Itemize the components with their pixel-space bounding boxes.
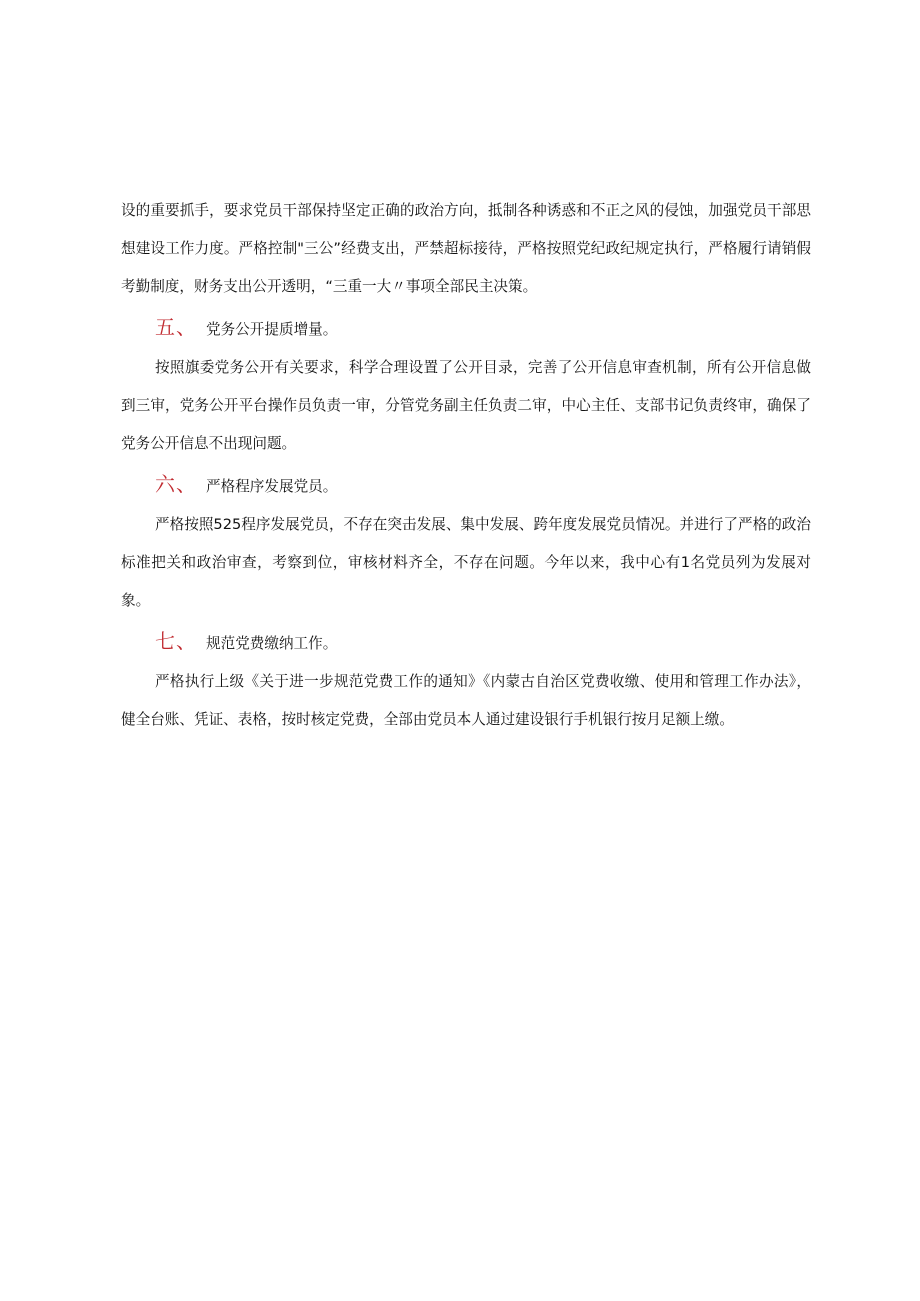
intro-paragraph: 设的重要抓手，要求党员干部保持坚定正确的政治方向，抵制各种诱惑和不正之风的侵蚀，加强党员干部思想建设工作力度。严格控制"三公”经费支出，严禁超标接待，严格按照党纪政纪规定执行，严格履行请销假考勤制度，财务支出公开透明，“三重一大〃事项全部民主决策。 <box>121 202 811 295</box>
section-heading-six <box>121 463 811 506</box>
section-number-seven: 七 <box>155 629 176 653</box>
section-heading-five <box>121 306 811 349</box>
section-title-seven: 规范党费缴纳工作。 <box>206 635 338 652</box>
section-separator: 、 <box>176 629 196 653</box>
section-separator: 、 <box>176 315 196 339</box>
section-separator: 、 <box>176 472 196 496</box>
section-title-six: 严格程序发展党员。 <box>206 478 338 495</box>
document-body <box>121 192 811 739</box>
section-number-five: 五 <box>155 315 176 339</box>
section-heading-seven <box>121 620 811 663</box>
section-body-seven: 严格执行上级《关于进一步规范党费工作的通知》《内蒙古自治区党费收缴、使用和管理工作办法》，健全台账、凭证、表格，按时核定党费，全部由党员本人通过建设银行手机银行按月足额上缴。 <box>121 673 811 728</box>
section-number-six: 六 <box>155 472 176 496</box>
section-body-six: 严格按照525程序发展党员，不存在突击发展、集中发展、跨年度发展党员情况。并进行了严格的政治标准把关和政治审查，考察到位，审核材料齐全，不存在问题。今年以来，我中心有1名党员列为发展对象。 <box>121 516 811 609</box>
section-title-five: 党务公开提质增量。 <box>206 321 338 338</box>
section-body-five: 按照旗委党务公开有关要求，科学合理设置了公开目录，完善了公开信息审查机制，所有公开信息做到三审，党务公开平台操作员负责一审，分管党务副主任负责二审，中心主任、支部书记负责终审，确保了党务公开信息不出现问题。 <box>121 359 811 452</box>
